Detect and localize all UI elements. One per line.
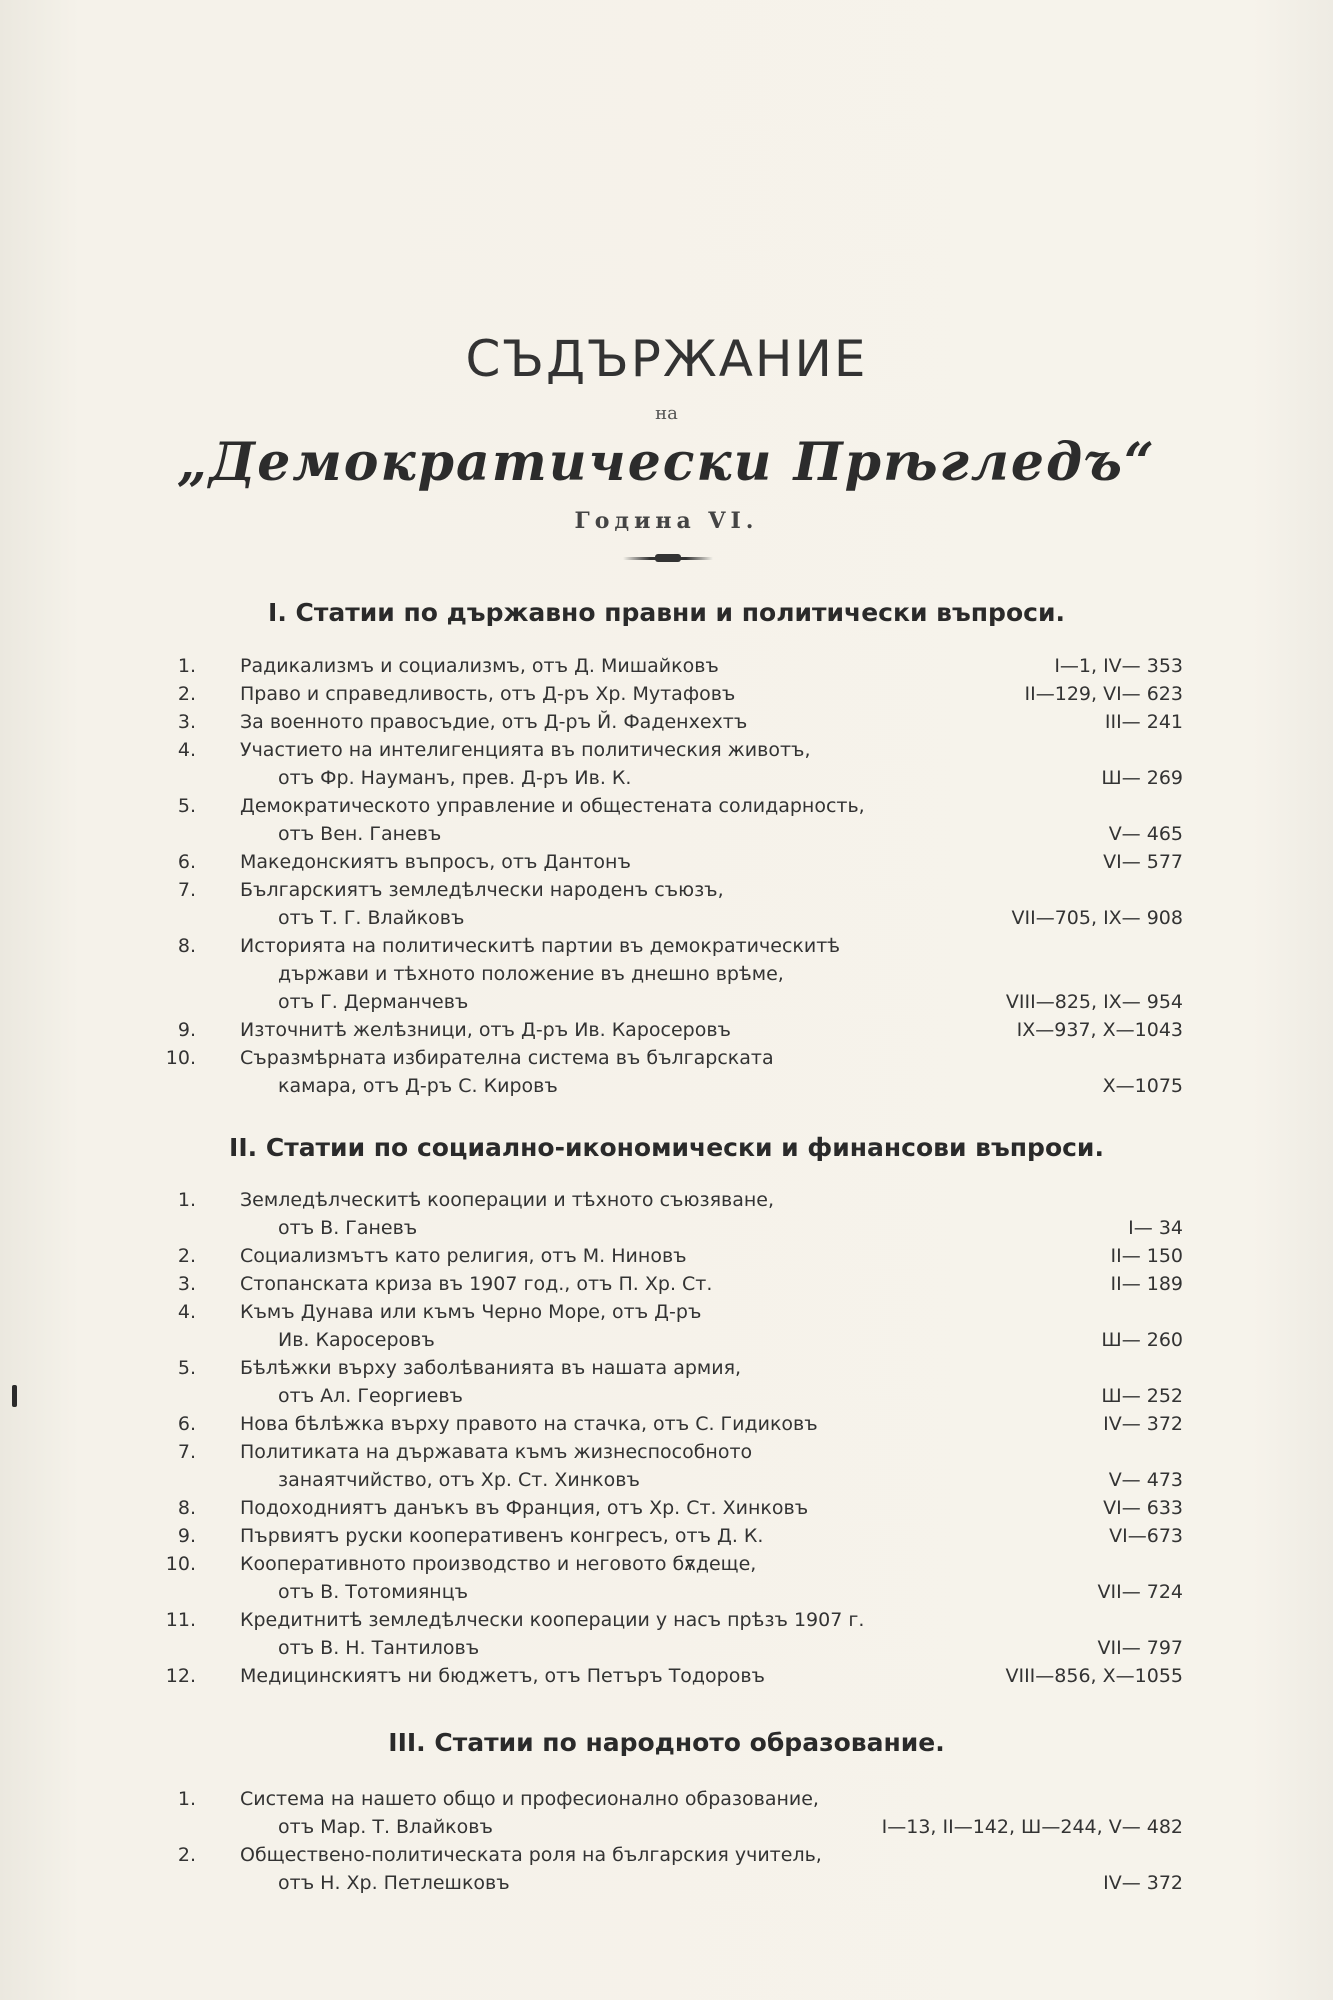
entry-text: Източнитѣ желѣзници, отъ Д-ръ Ив. Каросеровъ xyxy=(240,1019,731,1041)
entry-text: отъ Г. Дерманчевъ xyxy=(278,991,469,1013)
toc-entry-line xyxy=(0,1662,1333,1690)
toc-entry-line xyxy=(0,1466,1333,1494)
entry-page-ref: Ш— 269 xyxy=(1101,767,1183,789)
entry-text: Система на нашето общо и професионално образование, xyxy=(240,1788,819,1810)
toc-entry-line xyxy=(0,1242,1333,1270)
entry-text: Демократическото управление и общестената солидарность, xyxy=(240,795,865,817)
decorative-rule-center xyxy=(655,554,681,562)
toc-entry-line xyxy=(0,1606,1333,1634)
entry-text: Македонскиятъ въпросъ, отъ Дантонъ xyxy=(240,851,631,873)
entry-number: 12. xyxy=(165,1665,196,1687)
page-title: СЪДЪРЖАНИЕ xyxy=(465,330,868,388)
entry-text: отъ Фр. Науманъ, прев. Д-ръ Ив. К. xyxy=(278,767,632,789)
entry-text: занаятчийство, отъ Хр. Ст. Хинковъ xyxy=(278,1469,640,1491)
entry-number: 6. xyxy=(177,1413,196,1435)
entry-page-ref: I—13, II—142, Ш—244, V— 482 xyxy=(881,1816,1183,1838)
toc-entry-line xyxy=(0,764,1333,792)
entry-page-ref: VIII—856, X—1055 xyxy=(1005,1665,1183,1687)
toc-entry-line xyxy=(0,1813,1333,1841)
entry-number: 10. xyxy=(165,1047,196,1069)
toc-entry-line xyxy=(0,1186,1333,1214)
entry-text: Земледѣлческитѣ кооперации и тѣхното съюзяване, xyxy=(240,1189,774,1211)
toc-entry-line xyxy=(0,820,1333,848)
toc-entry-line xyxy=(0,1841,1333,1869)
toc-entry-line xyxy=(0,1270,1333,1298)
entry-page-ref: VI— 633 xyxy=(1103,1497,1183,1519)
entry-number: 8. xyxy=(177,1497,196,1519)
toc-entry-line xyxy=(0,1326,1333,1354)
entry-number: 1. xyxy=(177,655,196,677)
toc-entry-line xyxy=(0,1382,1333,1410)
entry-text: Къмъ Дунава или къмъ Черно Море, отъ Д-ръ xyxy=(240,1301,702,1323)
toc-entry-line xyxy=(0,1298,1333,1326)
volume-year: Година VI. xyxy=(574,508,759,534)
entry-page-ref: X—1075 xyxy=(1102,1075,1183,1097)
entry-page-ref: VIII—825, IX— 954 xyxy=(1005,991,1183,1013)
journal-name: „Демократически Прѣгледъ“ xyxy=(177,432,1156,493)
entry-page-ref: I—1, IV— 353 xyxy=(1054,655,1183,677)
entry-number: 11. xyxy=(165,1609,196,1631)
entry-page-ref: VII— 797 xyxy=(1097,1637,1183,1659)
entry-text: Съразмѣрната избирателна система въ българската xyxy=(240,1047,774,1069)
entry-text: Участието на интелигенцията въ политическия животъ, xyxy=(240,739,811,761)
entry-number: 10. xyxy=(165,1553,196,1575)
toc-entry-line xyxy=(0,1438,1333,1466)
entry-text: Медицинскиятъ ни бюджетъ, отъ Петъръ Тодоровъ xyxy=(240,1665,765,1687)
entry-number: 4. xyxy=(177,739,196,761)
entry-number: 5. xyxy=(177,1357,196,1379)
section-entries xyxy=(0,1186,1333,1690)
entry-number: 2. xyxy=(177,1245,196,1267)
entry-page-ref: III— 241 xyxy=(1104,711,1183,733)
entry-page-ref: VI— 577 xyxy=(1103,851,1183,873)
toc-entry-line xyxy=(0,848,1333,876)
entry-text: отъ В. Тотомиянцъ xyxy=(278,1581,469,1603)
entry-text: държави и тѣхното положение въ днешно врѣме, xyxy=(278,963,784,985)
entry-page-ref: V— 465 xyxy=(1108,823,1183,845)
entry-page-ref: II— 150 xyxy=(1110,1245,1183,1267)
toc-entry-line xyxy=(0,1016,1333,1044)
section-heading: III. Статии по народното образование. xyxy=(388,1728,945,1757)
entry-page-ref: V— 473 xyxy=(1108,1469,1183,1491)
entry-number: 9. xyxy=(177,1525,196,1547)
entry-page-ref: VII— 724 xyxy=(1097,1581,1183,1603)
toc-entry-line xyxy=(0,1072,1333,1100)
entry-text: Право и справедливость, отъ Д-ръ Хр. Мутафовъ xyxy=(240,683,736,705)
entry-page-ref: IX—937, X—1043 xyxy=(1016,1019,1183,1041)
entry-page-ref: Ш— 252 xyxy=(1101,1385,1183,1407)
toc-entry-line xyxy=(0,1785,1333,1813)
toc-entry-line xyxy=(0,1044,1333,1072)
toc-entry-line xyxy=(0,932,1333,960)
toc-entry-line xyxy=(0,1494,1333,1522)
entry-text: Кредитнитѣ земледѣлчески кооперации у насъ прѣзъ 1907 г. xyxy=(240,1609,865,1631)
toc-entry-line xyxy=(0,792,1333,820)
entry-number: 5. xyxy=(177,795,196,817)
entry-number: 3. xyxy=(177,711,196,733)
toc-entry-line xyxy=(0,988,1333,1016)
toc-entry-line xyxy=(0,1354,1333,1382)
entry-text: Бѣлѣжки върху заболѣванията въ нашата армия, xyxy=(240,1357,742,1379)
entry-number: 2. xyxy=(177,1844,196,1866)
entry-text: отъ В. Ганевъ xyxy=(278,1217,418,1239)
section-heading: II. Статии по социално-икономически и финансови въпроси. xyxy=(229,1133,1104,1162)
entry-text: отъ В. Н. Тантиловъ xyxy=(278,1637,480,1659)
entry-number: 3. xyxy=(177,1273,196,1295)
entry-text: отъ Мар. Т. Влайковъ xyxy=(278,1816,493,1838)
entry-number: 8. xyxy=(177,935,196,957)
entry-page-ref: Ш— 260 xyxy=(1101,1329,1183,1351)
toc-entry-line xyxy=(0,876,1333,904)
entry-page-ref: I— 34 xyxy=(1128,1217,1183,1239)
section-entries xyxy=(0,652,1333,1100)
toc-entry-line xyxy=(0,1869,1333,1897)
entry-number: 9. xyxy=(177,1019,196,1041)
entry-text: Радикализмъ и социализмъ, отъ Д. Мишайковъ xyxy=(240,655,719,677)
entry-text: отъ Т. Г. Влайковъ xyxy=(278,907,465,929)
entry-text: Политиката на държавата къмъ жизнеспособното xyxy=(240,1441,753,1463)
entry-text: Ив. Каросеровъ xyxy=(278,1329,435,1351)
entry-text: Историята на политическитѣ партии въ демократическитѣ xyxy=(240,935,841,957)
entry-text: отъ Вен. Ганевъ xyxy=(278,823,442,845)
entry-page-ref: II— 189 xyxy=(1110,1273,1183,1295)
toc-entry-line xyxy=(0,680,1333,708)
section-heading: I. Статии по държавно правни и политически въпроси. xyxy=(268,598,1065,627)
entry-page-ref: VI—673 xyxy=(1109,1525,1183,1547)
entry-page-ref: II—129, VI— 623 xyxy=(1024,683,1183,705)
toc-entry-line xyxy=(0,736,1333,764)
entry-page-ref: VII—705, IX— 908 xyxy=(1011,907,1183,929)
entry-text: камара, отъ Д-ръ С. Кировъ xyxy=(278,1075,558,1097)
entry-number: 4. xyxy=(177,1301,196,1323)
toc-entry-line xyxy=(0,960,1333,988)
toc-entry-line xyxy=(0,708,1333,736)
entry-text: Нова бѣлѣжка върху правото на стачка, отъ С. Гидиковъ xyxy=(240,1413,818,1435)
entry-number: 1. xyxy=(177,1788,196,1810)
toc-entry-line xyxy=(0,1550,1333,1578)
entry-page-ref: IV— 372 xyxy=(1103,1413,1183,1435)
entry-text: отъ Ал. Георгиевъ xyxy=(278,1385,463,1407)
entry-text: Подоходниятъ данъкъ въ Франция, отъ Хр. Ст. Хинковъ xyxy=(240,1497,809,1519)
entry-text: Обществено-политическата роля на българския учитель, xyxy=(240,1844,822,1866)
entry-number: 7. xyxy=(177,879,196,901)
section-entries xyxy=(0,1785,1333,1897)
toc-entry-line xyxy=(0,1214,1333,1242)
entry-text: За военното правосъдие, отъ Д-ръ Й. Фаденхехтъ xyxy=(240,711,748,733)
entry-number: 7. xyxy=(177,1441,196,1463)
entry-text: Българскиятъ земледѣлчески народенъ съюзъ, xyxy=(240,879,724,901)
entry-text: Първиятъ руски кооперативенъ конгресъ, отъ Д. К. xyxy=(240,1525,764,1547)
entry-text: Кооперативното производство и неговото бѫдеще, xyxy=(240,1553,757,1575)
toc-entry-line xyxy=(0,1634,1333,1662)
entry-number: 1. xyxy=(177,1189,196,1211)
toc-entry-line xyxy=(0,1410,1333,1438)
entry-text: отъ Н. Хр. Петлешковъ xyxy=(278,1872,510,1894)
entry-text: Социализмътъ като религия, отъ М. Ниновъ xyxy=(240,1245,687,1267)
entry-number: 2. xyxy=(177,683,196,705)
title-connector: на xyxy=(655,403,678,424)
toc-entry-line xyxy=(0,652,1333,680)
entry-page-ref: IV— 372 xyxy=(1103,1872,1183,1894)
toc-entry-line xyxy=(0,1578,1333,1606)
toc-entry-line xyxy=(0,1522,1333,1550)
entry-number: 6. xyxy=(177,851,196,873)
entry-text: Стопанската криза въ 1907 год., отъ П. Хр. Ст. xyxy=(240,1273,713,1295)
toc-entry-line xyxy=(0,904,1333,932)
